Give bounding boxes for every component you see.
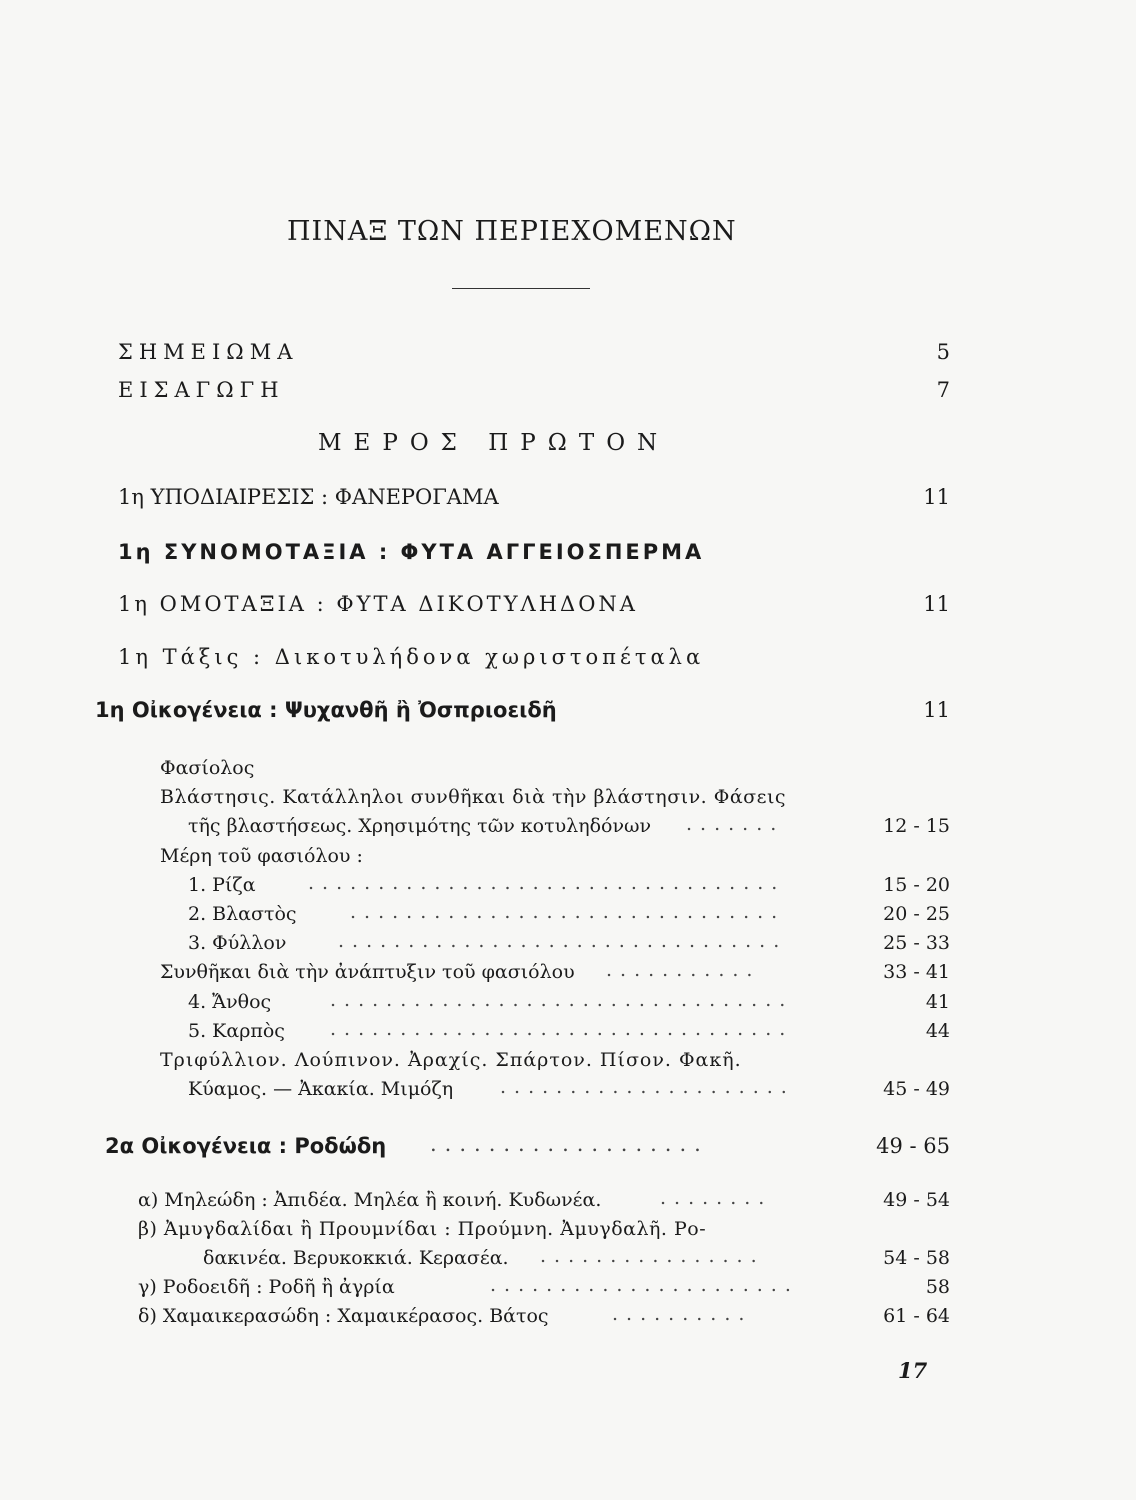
family1-label: 1η Οἰκογένεια : Ψυχανθῆ ἢ Ὀσπριοειδῆ (95, 698, 557, 722)
toc-subentry: δ) Χαμαικερασώδη : Χαμαικέρασος. Βάτος (138, 1305, 549, 1327)
leader-dots: ........... (606, 959, 761, 981)
toc-subentry: δακινέα. Βερυκοκκιά. Κερασέα. (203, 1247, 509, 1269)
toc-subentry: γ) Ροδοειδῆ : Ροδῆ ἢ ἀγρία (138, 1276, 395, 1298)
subdivision-label: 1η ΥΠΟΔΙΑΙΡΕΣΙΣ : ΦΑΝΕΡΟΓΑΜΑ (118, 485, 499, 509)
leader-dots: ........ (660, 1187, 773, 1209)
taxis-label: 1η Τάξις : Δικοτυλήδονα χωριστοπέταλα (118, 645, 705, 669)
toc-subentry: Βλάστησις. Κατάλληλοι συνθῆκαι διὰ τὴν βλάστησιν. Φάσεις (160, 786, 787, 808)
toc-subentry: α) Μηλεώδη : Ἀπιδέα. Μηλέα ἢ κοινή. Κυδωνέα. (138, 1189, 602, 1211)
leader-dots: ................... (430, 1132, 709, 1156)
toc-subentry: β) Ἀμυγδαλίδαι ἢ Προυμνίδαι : Προύμνη. Ἀμυγδαλῆ. Ρο- (138, 1218, 707, 1240)
leader-dots: .......... (612, 1303, 753, 1325)
toc-subentry-page: 15 - 20 (883, 874, 950, 896)
toc-subentry-page: 49 - 54 (883, 1189, 950, 1211)
toc-subentry: 1. Ρίζα (188, 874, 256, 896)
leader-dots: ................ (540, 1245, 765, 1267)
synomotaxia-label: 1η ΣΥΝΟΜΟΤΑΞΙΑ : ΦΥΤΑ ΑΓΓΕΙΟΣΠΕΡΜΑ (118, 540, 705, 564)
leader-dots: ...................... (490, 1274, 799, 1296)
toc-subentry-page: 33 - 41 (883, 961, 950, 983)
toc-subentry: Μέρη τοῦ φασιόλου : (160, 845, 363, 867)
toc-subentry: 3. Φύλλον (188, 932, 287, 954)
toc-subentry: Κύαμος. — Ἀκακία. Μιμόζη (188, 1078, 454, 1100)
leader-dots: .................................. (308, 872, 786, 894)
toc-subentry: 2. Βλαστὸς (188, 903, 297, 925)
omotaxia-label: 1η ΟΜΟΤΑΞΙΑ : ΦΥΤΑ ΔΙΚΟΤΥΛΗΔΟΝΑ (118, 592, 638, 616)
toc-entry-page: 5 (936, 340, 950, 364)
family1-page: 11 (923, 698, 950, 722)
leader-dots: ............................... (350, 901, 786, 923)
toc-subentry-page: 25 - 33 (883, 932, 950, 954)
family2-page: 49 - 65 (876, 1134, 950, 1158)
toc-subentry: Συνθῆκαι διὰ τὴν ἀνάπτυξιν τοῦ φασιόλου (160, 961, 575, 983)
subdivision-page: 11 (923, 485, 950, 509)
toc-entry-label: ΕΙΣΑΓΩΓΗ (118, 378, 285, 402)
leader-dots: ................................. (330, 1018, 794, 1040)
leader-dots: ................................ (338, 930, 788, 952)
toc-subentry-page: 45 - 49 (883, 1078, 950, 1100)
leader-dots: ..................... (500, 1076, 795, 1098)
family2-label: 2α Οἰκογένεια : Ροδώδη (105, 1134, 387, 1158)
toc-subentry: Τριφύλλιον. Λούπινον. Ἀραχίς. Σπάρτον. Πίσον. Φακῆ. (160, 1049, 742, 1071)
toc-subentry-page: 44 (925, 1020, 950, 1042)
toc-subentry: 4. Ἄνθος (188, 991, 272, 1013)
toc-entry-page: 7 (936, 378, 950, 402)
omotaxia-page: 11 (923, 592, 950, 616)
toc-subentry-page: 20 - 25 (883, 903, 950, 925)
toc-subentry: τῆς βλαστήσεως. Χρησιμότης τῶν κοτυληδόνων (188, 815, 652, 837)
title-underline (452, 288, 590, 289)
toc-subentry: 5. Καρπὸς (188, 1020, 285, 1042)
page-number: 17 (898, 1358, 928, 1383)
leader-dots: ................................. (330, 989, 794, 1011)
leader-dots: ....... (686, 813, 785, 835)
toc-subentry-page: 58 (925, 1276, 950, 1298)
part-title: ΜΕΡΟΣ ΠΡΩΤΟΝ (318, 430, 670, 456)
toc-entry-label: ΣΗΜΕΙΩΜΑ (118, 340, 299, 364)
toc-subentry-page: 54 - 58 (883, 1247, 950, 1269)
page-title: ΠΙΝΑΞ ΤΩΝ ΠΕΡΙΕΧΟΜΕΝΩΝ (287, 216, 737, 247)
toc-subentry: Φασίολος (160, 757, 255, 779)
toc-subentry-page: 12 - 15 (883, 815, 950, 837)
toc-subentry-page: 61 - 64 (883, 1305, 950, 1327)
toc-subentry-page: 41 (925, 991, 950, 1013)
